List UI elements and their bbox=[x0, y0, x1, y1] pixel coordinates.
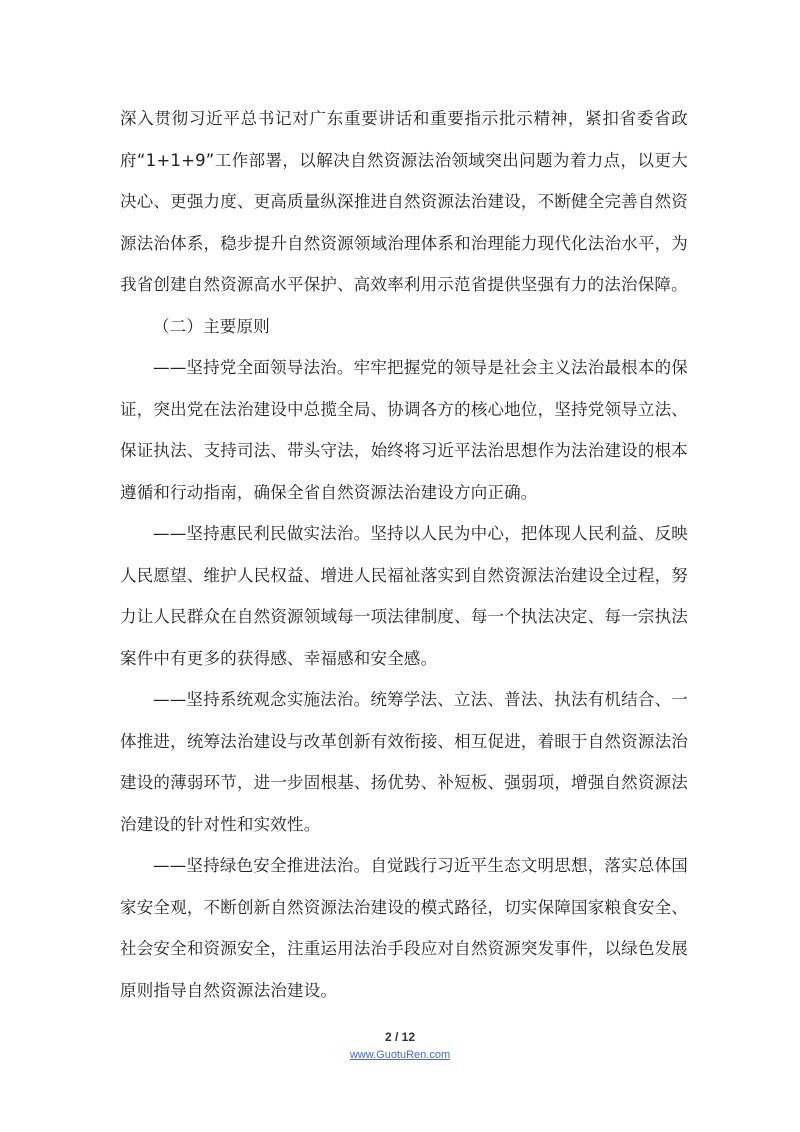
section-heading-main-principles: （二）主要原则 bbox=[153, 316, 270, 336]
paragraph-principle-people-benefit: ——坚持惠民利民做实法治。坚持以人民为中心，把体现人民利益、反映人民愿望、维护人民权益、增进人民福祉落实到自然资源法治建设全过程，努力让人民群众在自然资源领域每一项法律制度、每一个执法决定、每一宗执法案件中有更多的获得感、幸福感和安全感。 bbox=[120, 524, 688, 668]
footer-link-container bbox=[0, 1049, 800, 1061]
document-body bbox=[120, 98, 688, 1011]
paragraph-principle-party-leadership: ——坚持党全面领导法治。牢牢把握党的领导是社会主义法治最根本的保证，突出党在法治建设中总揽全局、协调各方的核心地位，坚持党领导立法、保证执法、支持司法、带头守法，始终将习近平法治思想作为法治建设的根本遵循和行动指南，确保全省自然资源法治建设方向正确。 bbox=[120, 358, 688, 502]
paragraph-principle-systematic: ——坚持系统观念实施法治。统筹学法、立法、普法、执法有机结合、一体推进，统筹法治建设与改革创新有效衔接、相互促进，着眼于自然资源法治建设的薄弱环节，进一步固根基、扬优势、补短板、强弱项，增强自然资源法治建设的针对性和实效性。 bbox=[120, 690, 688, 834]
paragraph-principle-green-security: ——坚持绿色安全推进法治。自觉践行习近平生态文明思想，落实总体国家安全观，不断创新自然资源法治建设的模式路径，切实保障国家粮食安全、社会安全和资源安全，注重运用法治手段应对自然资源突发事件，以绿色发展原则指导自然资源法治建设。 bbox=[120, 856, 688, 1000]
page-number: 2 / 12 bbox=[384, 1030, 416, 1044]
paragraph-intro: 深入贯彻习近平总书记对广东重要讲话和重要指示批示精神，紧扣省委省政府“1+1+9”工作部署，以解决自然资源法治领域突出问题为着力点，以更大决心、更强力度、更高质量纵深推进自然资源法治建设，不断健全完善自然资源法治体系，稳步提升自然资源领域治理体系和治理能力现代化法治水平，为我省创建自然资源高水平保护、高效率利用示范省提供坚强有力的法治保障。 bbox=[120, 109, 688, 294]
site-link[interactable]: www.GuotuRen.com bbox=[349, 1049, 451, 1061]
